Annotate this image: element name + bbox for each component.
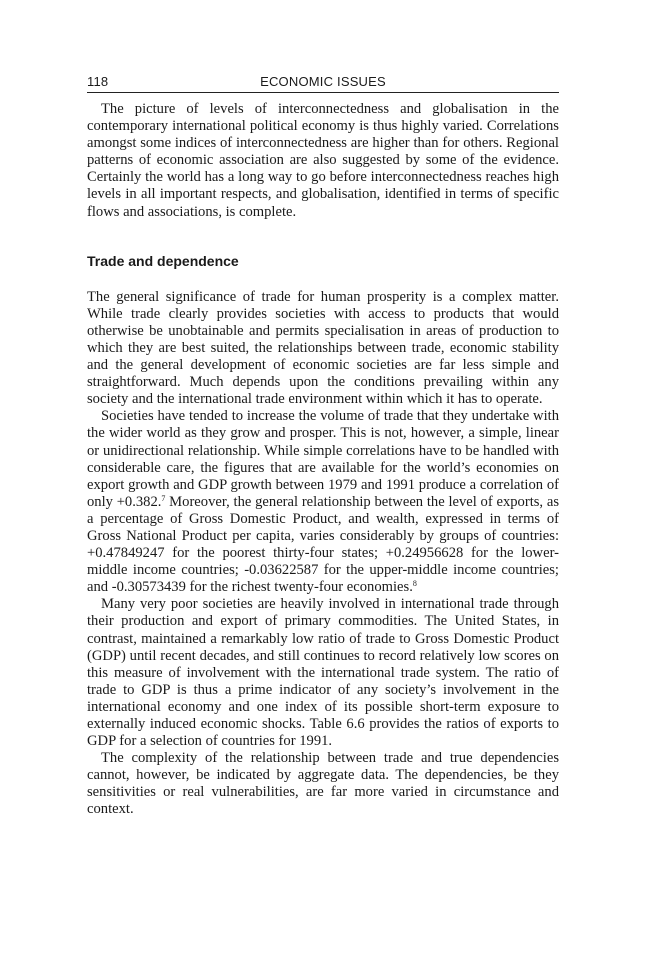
- footnote-ref-7: 7: [161, 493, 166, 503]
- paragraph-2-part-a: Societies have tended to increase the volume of trade that they undertake with the wider world as they grow and prosper. This is not, however, a simple, linear or unidirectional relationship. While simple correlations have to be handled with considerable care, the figures that are available for the world’s economies on export growth and GDP growth between 1979 and 1991 produce a correlation of only +0.382.: [87, 408, 559, 510]
- running-header: [87, 72, 559, 93]
- paragraph-1: The general significance of trade for human prosperity is a complex matter. While trade clearly provides societies with access to products that would otherwise be unobtainable and permits specialisation in areas of production to which they are best suited, the relationships between trade, economic stability and the general development of economic societies are far less simple and straightforward. Much depends upon the conditions prevailing within any society and the international trade environment within which it has to operate.: [87, 288, 559, 408]
- paragraph-4: The complexity of the relationship between trade and true dependencies cannot, however, be indicated by aggregate data. The dependencies, be they sensitivities or real vulnerabilities, are far more varied in circumstance and context.: [87, 750, 559, 818]
- section-heading: Trade and dependence: [87, 252, 239, 269]
- page-number: 118: [87, 74, 109, 89]
- footnote-ref-8: 8: [412, 579, 417, 589]
- book-page: [87, 72, 559, 819]
- running-title: ECONOMIC ISSUES: [260, 74, 386, 89]
- paragraph-3: Many very poor societies are heavily involved in international trade through their production and export of primary commodities. The United States, in contrast, maintained a remarkably low ratio of trade to Gross Domestic Product (GDP) until recent decades, and still continues to record relatively low scores on this measure of involvement with the international trade system. The ratio of trade to GDP is thus a prime indicator of any society’s involvement in the international economy and one index of its possible short-term exposure to externally induced economic shocks. Table 6.6 provides the ratios of exports to GDP for a selection of countries for 1991.: [87, 596, 559, 750]
- intro-paragraph: The picture of levels of interconnectedness and globalisation in the contemporary international political economy is thus highly varied. Correlations amongst some indices of interconnectedness are higher than for others. Regional patterns of economic association are also suggested by some of the evidence. Certainly the world has a long way to go before interconnectedness reaches high levels in all important respects, and globalisation, identified in terms of specific flows and associations, is complete.: [87, 101, 559, 220]
- section-body: [87, 289, 559, 819]
- paragraph-2-part-b: Moreover, the general relationship between the level of exports, as a percentage of Gross Domestic Product, and wealth, expressed in terms of Gross National Product per capita, varies considerably by groups of countries: +0.47849247 for the poorest thirty-four states; +0.24956628 for the lower-middle income countries; -0.03622587 for the upper-middle income countries; and -0.30573439 for the richest twenty-four economies.: [87, 493, 559, 596]
- paragraph-2: [87, 408, 559, 596]
